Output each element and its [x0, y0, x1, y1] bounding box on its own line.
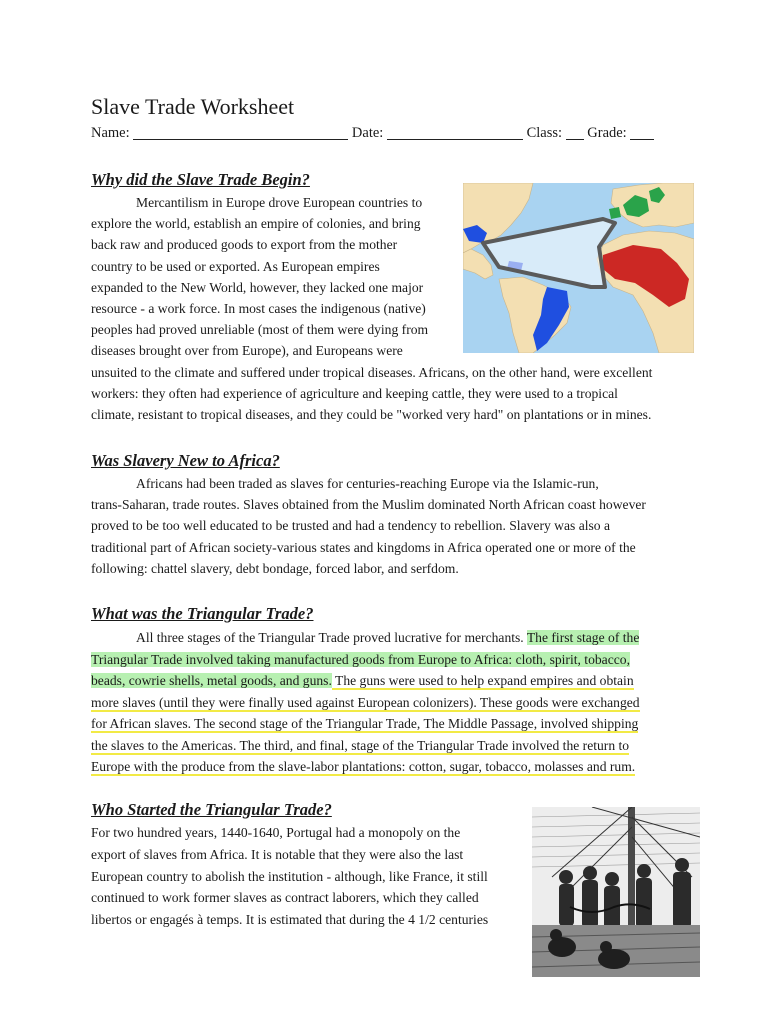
underlined-text: more slaves (until they were finally used against European colonizers). These goods were exchanged [91, 694, 640, 710]
text-line: traditional part of African society-various states and kingdoms in Africa operated one or more of the [91, 539, 636, 555]
text-line: continued to work former slaves as contract laborers, which they called [91, 890, 479, 906]
text-line: country to be used or exported. As European empires [91, 258, 380, 274]
text-line: peoples had proved unreliable (most of them were dying from [91, 322, 429, 338]
student-info-line [91, 125, 654, 142]
text-line: All three stages of the Triangular Trade proved lucrative for merchants. [136, 630, 527, 645]
text-line: Africans had been traded as slaves for centuries-reaching Europe via the Islamic-run, [136, 476, 599, 491]
name-label: Name: [91, 125, 130, 141]
text-line: export of slaves from Africa. It is notable that they were also the last [91, 846, 464, 862]
text-line: For two hundred years, 1440-1640, Portugal had a monopoly on the [91, 825, 461, 840]
text-line: European country to abolish the institution - although, like France, it still [91, 868, 488, 884]
underlined-text: Europe with the produce from the slave-labor plantations: cotton, sugar, tobacco, molasses and rum. [91, 759, 636, 774]
class-blank[interactable] [566, 126, 584, 140]
text-line: unsuited to the climate and suffered under tropical diseases. Africans, on the other hand, were excellent [91, 364, 653, 380]
date-label: Date: [351, 125, 384, 141]
grade-blank[interactable] [630, 126, 654, 140]
text-line: back raw and produced goods to export from the mother [91, 237, 398, 253]
text-line: climate, resistant to tropical diseases, and they could be "worked very hard" on plantations or in mines. [91, 407, 652, 423]
text-line: explore the world, establish an empire of colonies, and bring [91, 216, 421, 232]
underlined-text: The guns were used to help expand empires and obtain [331, 673, 634, 688]
text-line: diseases brought over from Europe), and Europeans were [91, 343, 403, 359]
text-line: resource - a work force. In most cases the indigenous (native) [91, 301, 426, 317]
section-heading-slavery-new: Was Slavery New to Africa? [91, 451, 280, 470]
text-line: trans-Saharan, trade routes. Slaves obtained from the Muslim dominated North African coast however [91, 497, 646, 513]
text-line: workers: they often had experience of agriculture and keeping cattle, they were used to a tropical [91, 385, 618, 401]
text-line: following: chattel slavery, debt bondage, forced labor, and serfdom. [91, 560, 459, 576]
date-blank[interactable] [387, 126, 523, 140]
section-body-who-started [91, 822, 488, 931]
underlined-text: for African slaves. The second stage of the Triangular Trade, The Middle Passage, involved shipping [91, 716, 639, 731]
underlined-text: the slaves to the Americas. The third, and final, stage of the Triangular Trade involved the return to [91, 737, 630, 753]
highlighted-text: Triangular Trade involved taking manufactured goods from Europe to Africa: cloth, spirit, tobacco, [91, 651, 630, 667]
text-line: libertos or engagés à temps. It is estimated that during the 4 1/2 centuries [91, 912, 489, 928]
text-line: proved to be too well educated to be trusted and had a tendency to rebellion. Slavery was also a [91, 518, 611, 534]
page-title: Slave Trade Worksheet [91, 94, 295, 119]
section-body-triangular-trade [91, 627, 640, 778]
class-label: Class: [526, 125, 563, 141]
text-line: Mercantilism in Europe drove European countries to [136, 195, 423, 210]
grade-label: Grade: [587, 125, 627, 141]
section-body-slavery-new [91, 473, 646, 579]
section-heading-why-begin: Why did the Slave Trade Begin? [91, 170, 310, 189]
slave-ship-engraving-icon [532, 807, 700, 977]
highlighted-text: The first stage of the [526, 630, 640, 645]
section-heading-who-started: Who Started the Triangular Trade? [91, 800, 332, 819]
triangular-trade-map-icon [463, 183, 694, 353]
name-blank[interactable] [133, 126, 348, 140]
text-line: expanded to the New World, however, they lacked one major [91, 279, 424, 295]
highlighted-text: beads, cowrie shells, metal goods, and guns. [91, 673, 332, 688]
section-heading-triangular-trade: What was the Triangular Trade? [91, 604, 314, 623]
